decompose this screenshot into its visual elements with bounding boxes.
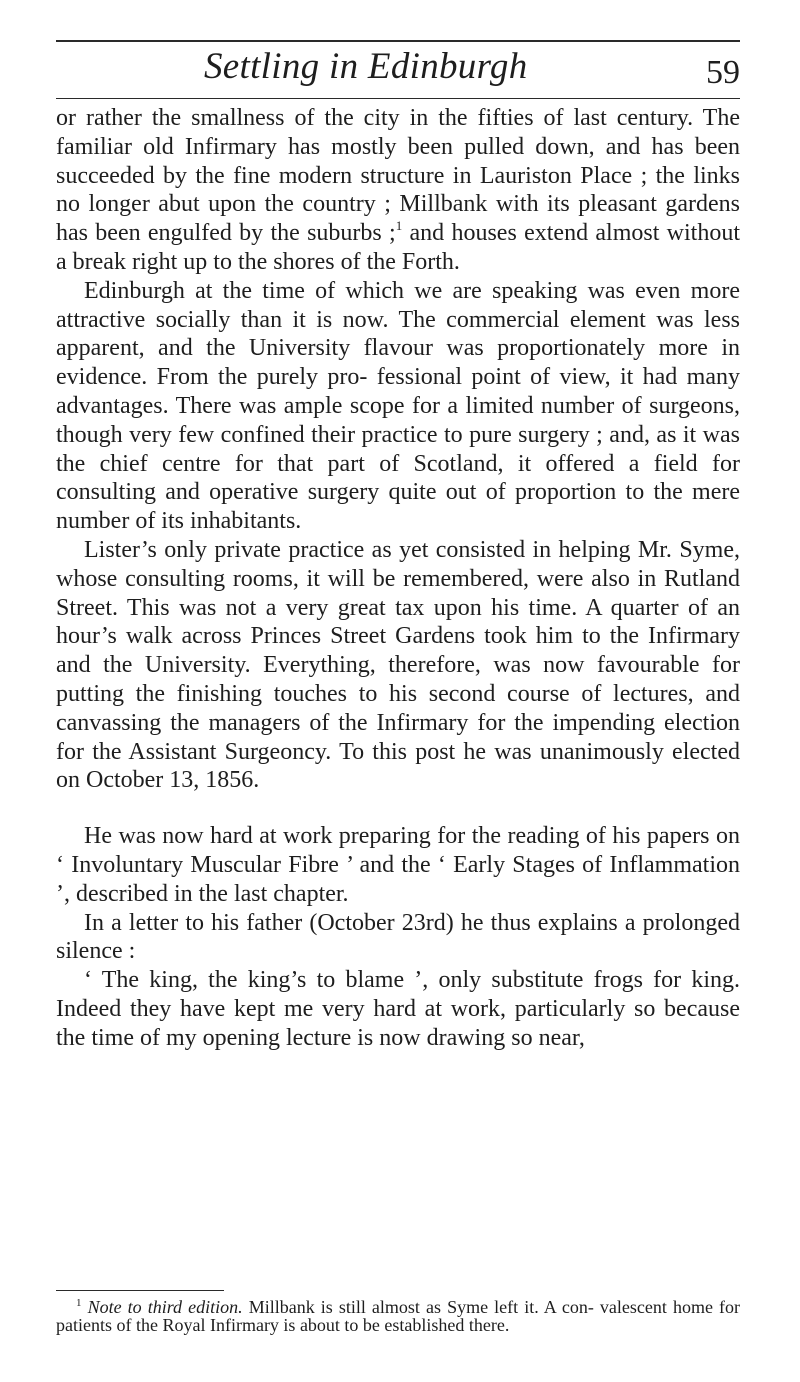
footnote [56, 1298, 740, 1334]
paragraph-3: Lister’s only private practice as yet consisted in helping Mr. Syme, whose consulting rooms, it will be remembered, were also in Rutland Street. This was not a very great tax upon his time. A quarter of an hour’s walk across Princes Street Gardens took him to the Infirmary and the University. Everything, therefore, was now favourable for putting the finishing touches to his second course of lectures, and canvassing the managers of the Infirmary for the impending election for the Assistant Surgeoncy. To this post he was unanimously elected on October 13, 1856. [56, 536, 740, 794]
paragraph-1-text-continued: and houses extend almost without a break right up to the shores of the Forth. [56, 220, 740, 275]
paragraph-1 [56, 104, 740, 277]
paragraph-4: He was now hard at work preparing for the reading of his papers on ‘ Involuntary Muscular Fibre ’ and the ‘ Early Stages of Inflammation ’, described in the last chapter. [56, 823, 740, 907]
page-number: 59 [706, 54, 740, 91]
body-text [56, 104, 740, 1053]
footnote-lead: Note to third edition. [87, 1297, 243, 1317]
paragraph-6-quotation: ‘ The king, the king’s to blame ’, only substitute frogs for king. Indeed they have kept me very hard at work, particularly so because the time of my opening lecture is now drawing so near, [56, 967, 740, 1051]
page-header [56, 44, 740, 100]
footnote-number: 1 [76, 1297, 82, 1309]
top-rule [56, 40, 740, 42]
paragraph-2: Edinburgh at the time of which we are speaking was even more attractive socially than it is now. The commercial element was less apparent, and the University flavour was proportionately more in evidence. From the purely pro- fessional point of view, it had many advantages. There was ample scope for a limited number of surgeons, though very few confined their practice to pure surgery ; and, as it was the chief centre for that part of Scotland, it offered a field for consulting and operative surgery quite out of proportion to the mere number of its inhabitants. [56, 277, 740, 535]
footnote-text: Millbank is still almost as Syme left it. A con- valescent home for patients of the Royal Infirmary is about to be established there. [56, 1297, 740, 1335]
header-rule [56, 98, 740, 99]
footnote-rule [56, 1290, 224, 1291]
paragraph-1-text: or rather the smallness of the city in the fifties of last century. The familiar old Infirmary has mostly been pulled down, and has been succeeded by the fine modern structure in Lauriston Place ; the links no longer abut upon the country ; Millbank with its pleasant gardens has been engulfed by the suburbs ; [56, 105, 740, 247]
paragraph-5: In a letter to his father (October 23rd) he thus explains a prolonged silence : [56, 909, 740, 965]
footnote-reference: 1 [395, 218, 403, 234]
running-title: Settling in Edinburgh [204, 46, 528, 87]
